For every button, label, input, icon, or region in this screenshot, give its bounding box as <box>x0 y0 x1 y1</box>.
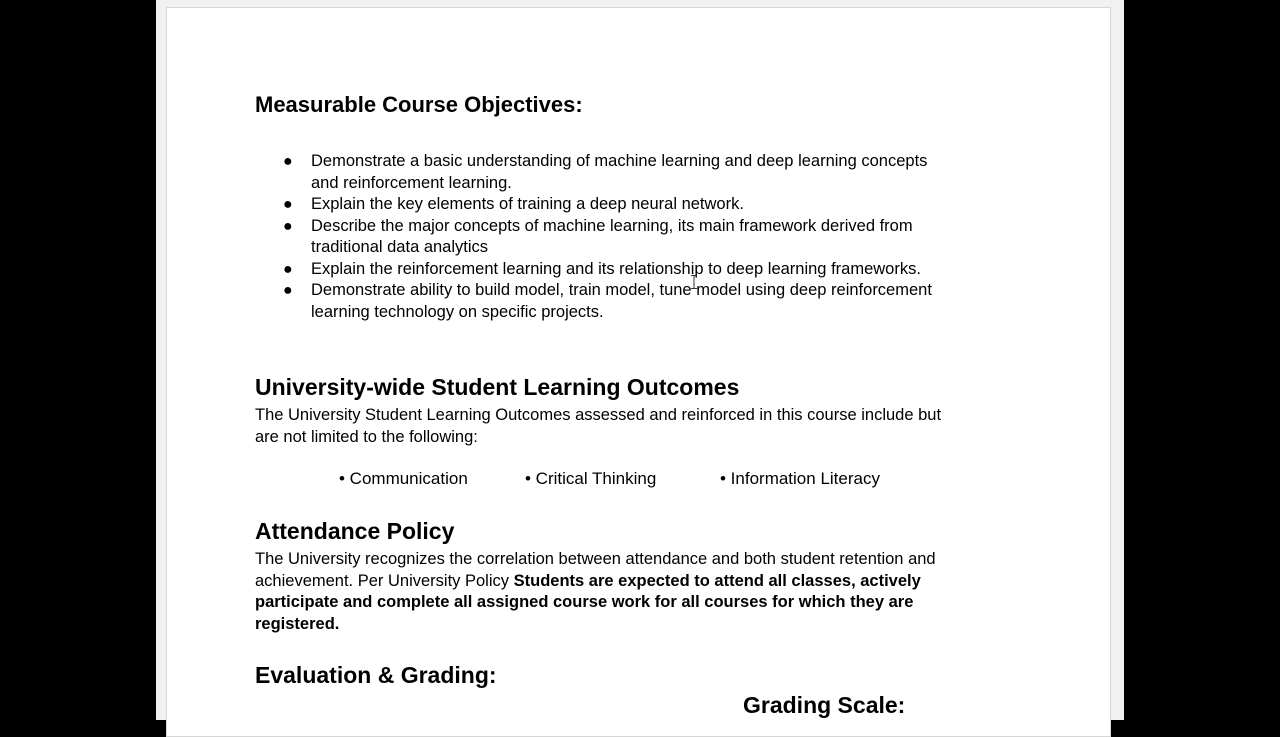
bullet-icon: ● <box>283 196 293 213</box>
list-item: ● Describe the major concepts of machine learning, its main framework derived from traditional data analytics <box>283 216 913 256</box>
text-cursor-icon <box>691 275 697 289</box>
attendance-text <box>255 549 955 635</box>
document-viewer[interactable] <box>156 0 1124 720</box>
outcomes-heading: University-wide Student Learning Outcomes <box>255 374 740 400</box>
bullet-icon: ● <box>283 260 293 278</box>
outcomes-text: The University Student Learning Outcomes assessed and reinforced in this course include but are not limited to the following: <box>255 406 942 446</box>
outcomes-list <box>255 469 955 493</box>
outcome-communication: • Communication <box>339 469 468 488</box>
outcome-information-literacy: • Information Literacy <box>720 469 880 488</box>
attendance-bold-text: Students are expected to attend all classes, actively participate and complete all assigned course work for all courses for which they are registered. <box>255 571 921 633</box>
evaluation-heading: Evaluation & Grading: <box>255 662 497 688</box>
objectives-heading: Measurable Course Objectives: <box>255 92 583 117</box>
list-item: ● Explain the key elements of training a deep neural network. <box>255 194 955 216</box>
list-item: ● Explain the reinforcement learning and its relationship to deep learning frameworks. <box>255 259 955 281</box>
document-page <box>166 7 1111 737</box>
bullet-icon: ● <box>283 282 293 299</box>
outcome-critical-thinking: • Critical Thinking <box>525 469 657 488</box>
attendance-plain-text: The University recognizes the correlation between attendance and both student retention and achievement. Per University Policy <box>255 550 936 590</box>
list-item: ● Demonstrate a basic understanding of machine learning and deep learning concepts and reinforcement learning. <box>283 152 928 192</box>
objectives-list <box>255 151 955 323</box>
attendance-heading: Attendance Policy <box>255 518 455 544</box>
bullet-icon: ● <box>283 217 293 235</box>
bullet-icon: ● <box>283 153 293 170</box>
list-item: ● Demonstrate ability to build model, train model, tune model using deep reinforcement learning technology on specific projects. <box>283 281 932 321</box>
grading-scale-heading: Grading Scale: <box>743 692 906 718</box>
